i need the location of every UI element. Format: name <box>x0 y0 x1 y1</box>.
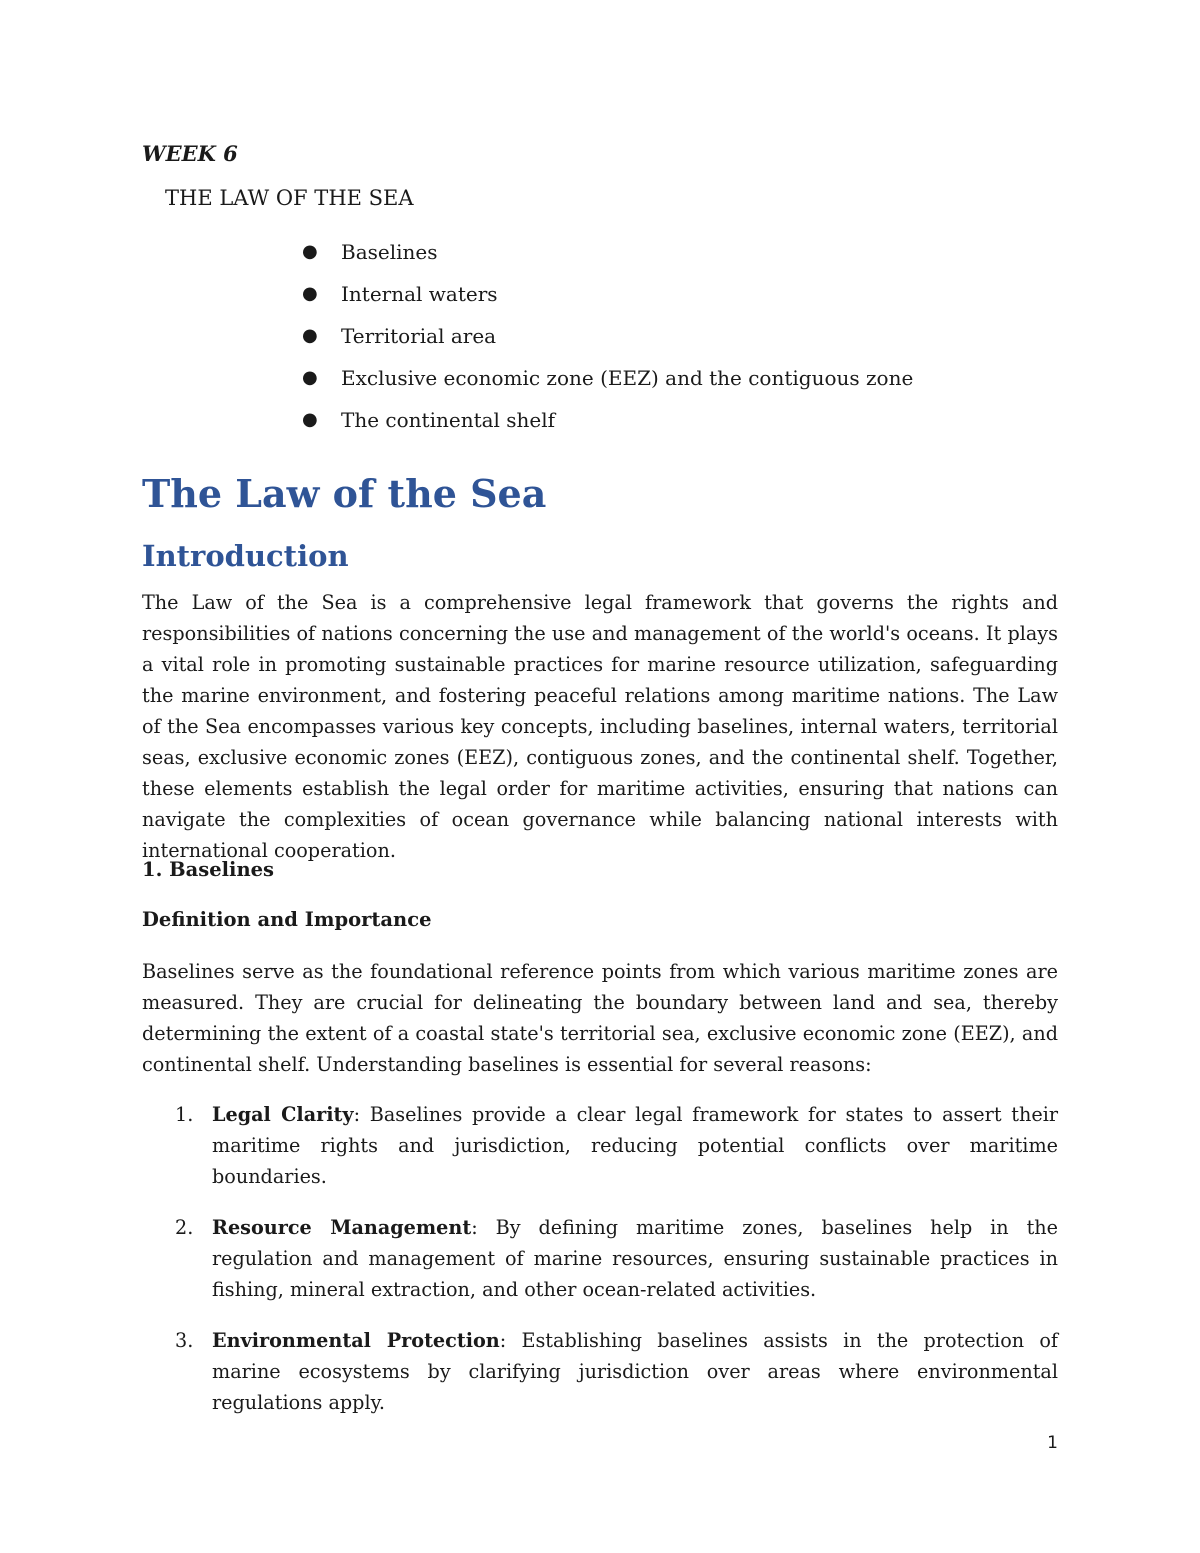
topic-label: Internal waters <box>341 282 498 306</box>
course-title: THE LAW OF THE SEA <box>165 186 414 210</box>
reason-text: : By defining maritime zones, baselines help in the regulation and management of marine resources, ensuring sustainable practices in fishing, mineral extraction, and other ocean-related activities. <box>212 1216 1059 1301</box>
bullet-icon: ● <box>302 325 318 346</box>
section-heading: 1. Baselines <box>142 858 275 881</box>
reason-item <box>142 1212 1058 1305</box>
topic-item <box>302 278 913 320</box>
bullet-icon: ● <box>302 409 318 430</box>
reasons-list <box>142 1099 1058 1438</box>
page-number: 1 <box>1047 1433 1058 1453</box>
week-label: WEEK 6 <box>142 141 238 166</box>
intro-heading: Introduction <box>142 539 349 573</box>
reason-text: : Establishing baselines assists in the protection of marine ecosystems by clarifying jurisdiction over areas where environmental regulations apply. <box>212 1329 1058 1414</box>
bullet-icon: ● <box>302 283 318 304</box>
bullet-icon: ● <box>302 367 318 388</box>
reason-item <box>142 1325 1058 1418</box>
reason-body <box>212 1099 1058 1192</box>
topic-item <box>302 320 913 362</box>
topic-label: Territorial area <box>341 324 497 348</box>
reason-number: 1. <box>175 1103 194 1126</box>
subsection-heading: Definition and Importance <box>142 908 432 931</box>
document-title: The Law of the Sea <box>142 471 547 516</box>
bullet-icon: ● <box>302 241 318 262</box>
reason-number: 2. <box>175 1216 194 1239</box>
reason-item <box>142 1099 1058 1192</box>
reason-term: Environmental Protection <box>212 1329 500 1352</box>
baselines-paragraph: Baselines serve as the foundational reference points from which various maritime zones are measured. They are crucial for delineating the boundary between land and sea, thereby determining the extent of a coastal state's territorial sea, exclusive economic zone (EEZ), and continental shelf. Understanding baselines is essential for several reasons: <box>142 960 1058 1076</box>
reason-body <box>212 1325 1058 1418</box>
intro-paragraph: The Law of the Sea is a comprehensive legal framework that governs the rights and responsibilities of nations concerning the use and management of the world's oceans. It plays a vital role in promoting sustainable practices for marine resource utilization, safeguarding the marine environment, and fostering peaceful relations among maritime nations. The Law of the Sea encompasses various key concepts, including baselines, internal waters, territorial seas, exclusive economic zones (EEZ), contiguous zones, and the continental shelf. Together, these elements establish the legal order for maritime activities, ensuring that nations can navigate the complexities of ocean governance while balancing national interests with international cooperation. <box>142 591 1058 862</box>
topic-label: The continental shelf <box>341 408 556 432</box>
topic-item <box>302 236 913 278</box>
reason-body <box>212 1212 1058 1305</box>
topic-label: Baselines <box>341 240 438 264</box>
reason-number: 3. <box>175 1329 194 1352</box>
topic-label: Exclusive economic zone (EEZ) and the contiguous zone <box>341 366 914 390</box>
reason-text: : Baselines provide a clear legal framework for states to assert their maritime rights and jurisdiction, reducing potential conflicts over maritime boundaries. <box>212 1103 1059 1188</box>
topic-item <box>302 362 913 404</box>
reason-term: Legal Clarity <box>212 1103 354 1126</box>
topic-list <box>302 236 913 446</box>
topic-item <box>302 404 913 446</box>
reason-term: Resource Management <box>212 1216 472 1239</box>
